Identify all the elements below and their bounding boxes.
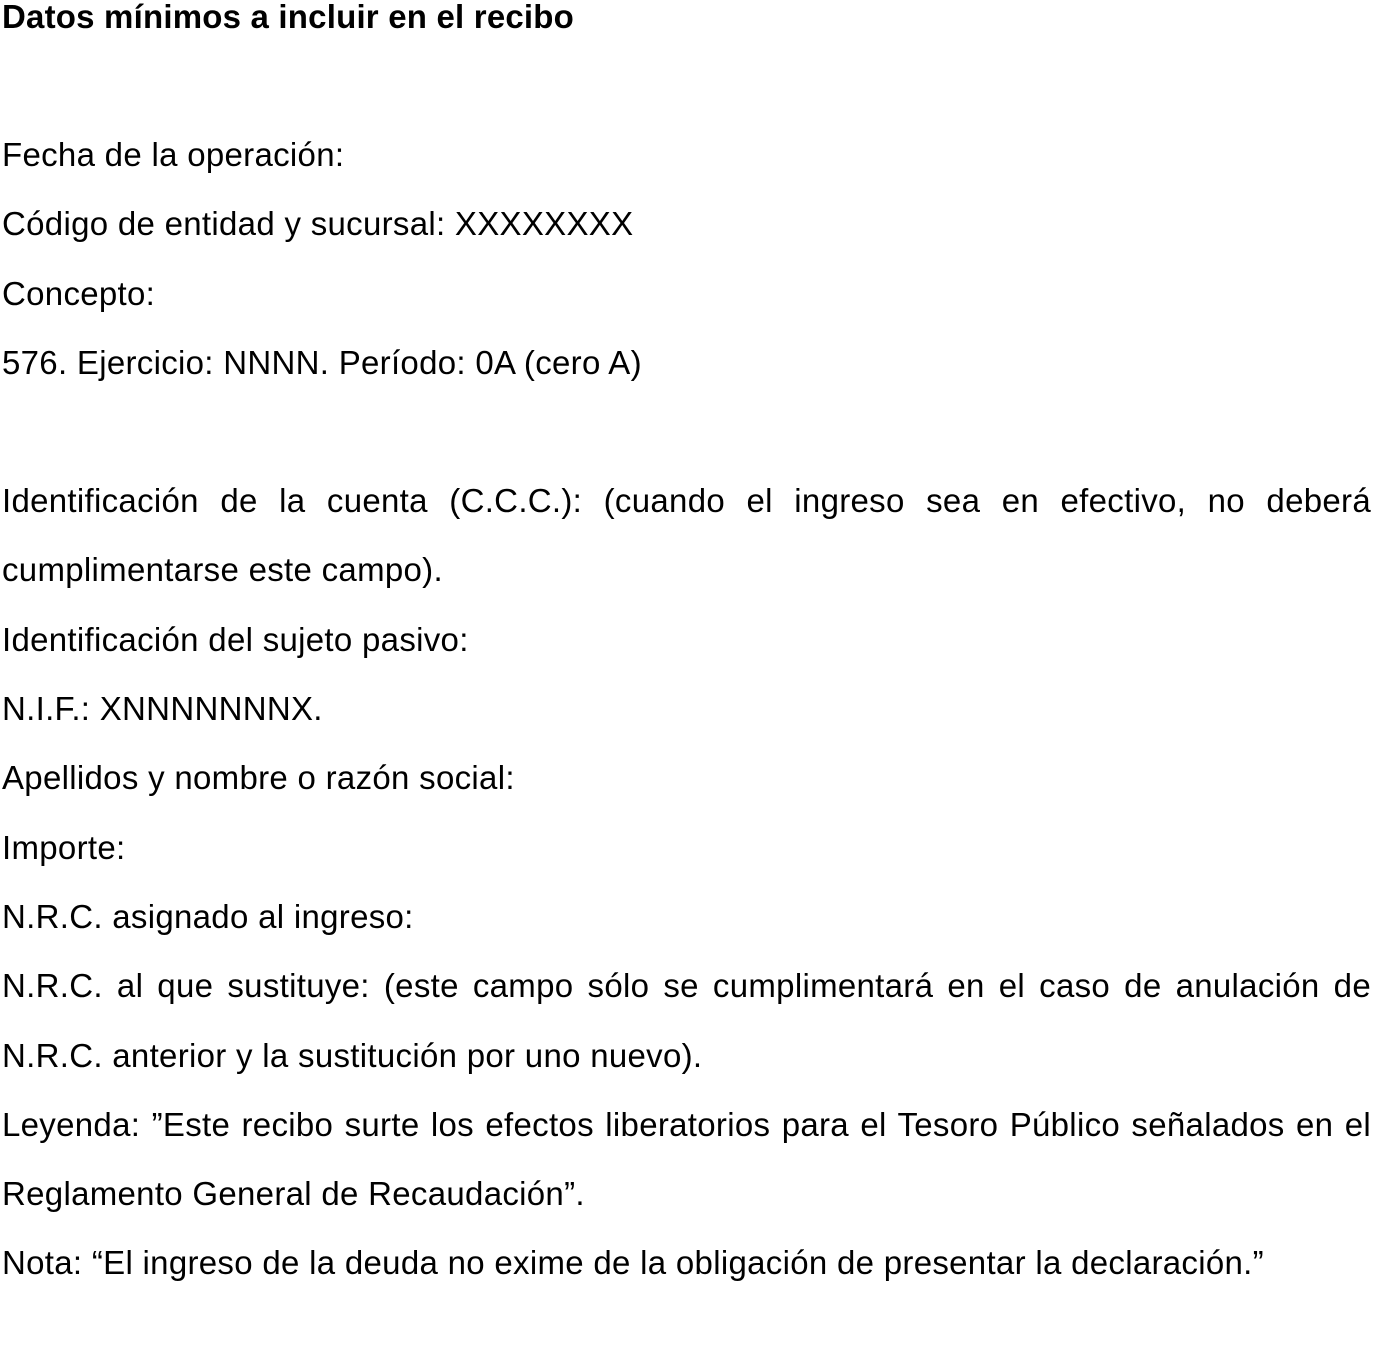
field-nrc-asignado: N.R.C. asignado al ingreso: — [2, 897, 414, 935]
field-concepto: Concepto: — [2, 274, 156, 312]
field-nota: Nota: “El ingreso de la deuda no exime de la obligación de presentar la declaración.” — [2, 1244, 1264, 1282]
spacer — [2, 34, 1371, 120]
receipt-data-document — [2, 0, 1371, 1298]
field-fecha-operacion: Fecha de la operación: — [2, 136, 345, 173]
field-identificacion-sujeto: Identificación del sujeto pasivo: — [2, 620, 469, 658]
field-nif: N.I.F.: XNNNNNNNX. — [2, 690, 323, 728]
field-nrc-sustituye: N.R.C. al que sustituye: (este campo sólo se cumplimentará en el caso de anulación de N.R.C. anterior y la sustitución por uno nuevo). — [2, 967, 1371, 1074]
field-codigo-entidad: Código de entidad y sucursal: XXXXXXXX — [2, 205, 634, 243]
document-title: Datos mínimos a incluir en el recibo — [2, 0, 575, 35]
field-ejercicio-periodo: 576. Ejercicio: NNNN. Período: 0A (cero A) — [2, 343, 642, 381]
field-apellidos-nombre: Apellidos y nombre o razón social: — [2, 759, 515, 797]
spacer — [2, 397, 1371, 466]
field-importe: Importe: — [2, 828, 126, 866]
field-leyenda: Leyenda: ”Este recibo surte los efectos liberatorios para el Tesoro Público señalados en el Reglamento General de Recaudación”. — [2, 1105, 1371, 1213]
field-identificacion-cuenta: Identificación de la cuenta (C.C.C.): (cuando el ingreso sea en efectivo, no deberá cumplimentarse este campo). — [2, 482, 1371, 589]
